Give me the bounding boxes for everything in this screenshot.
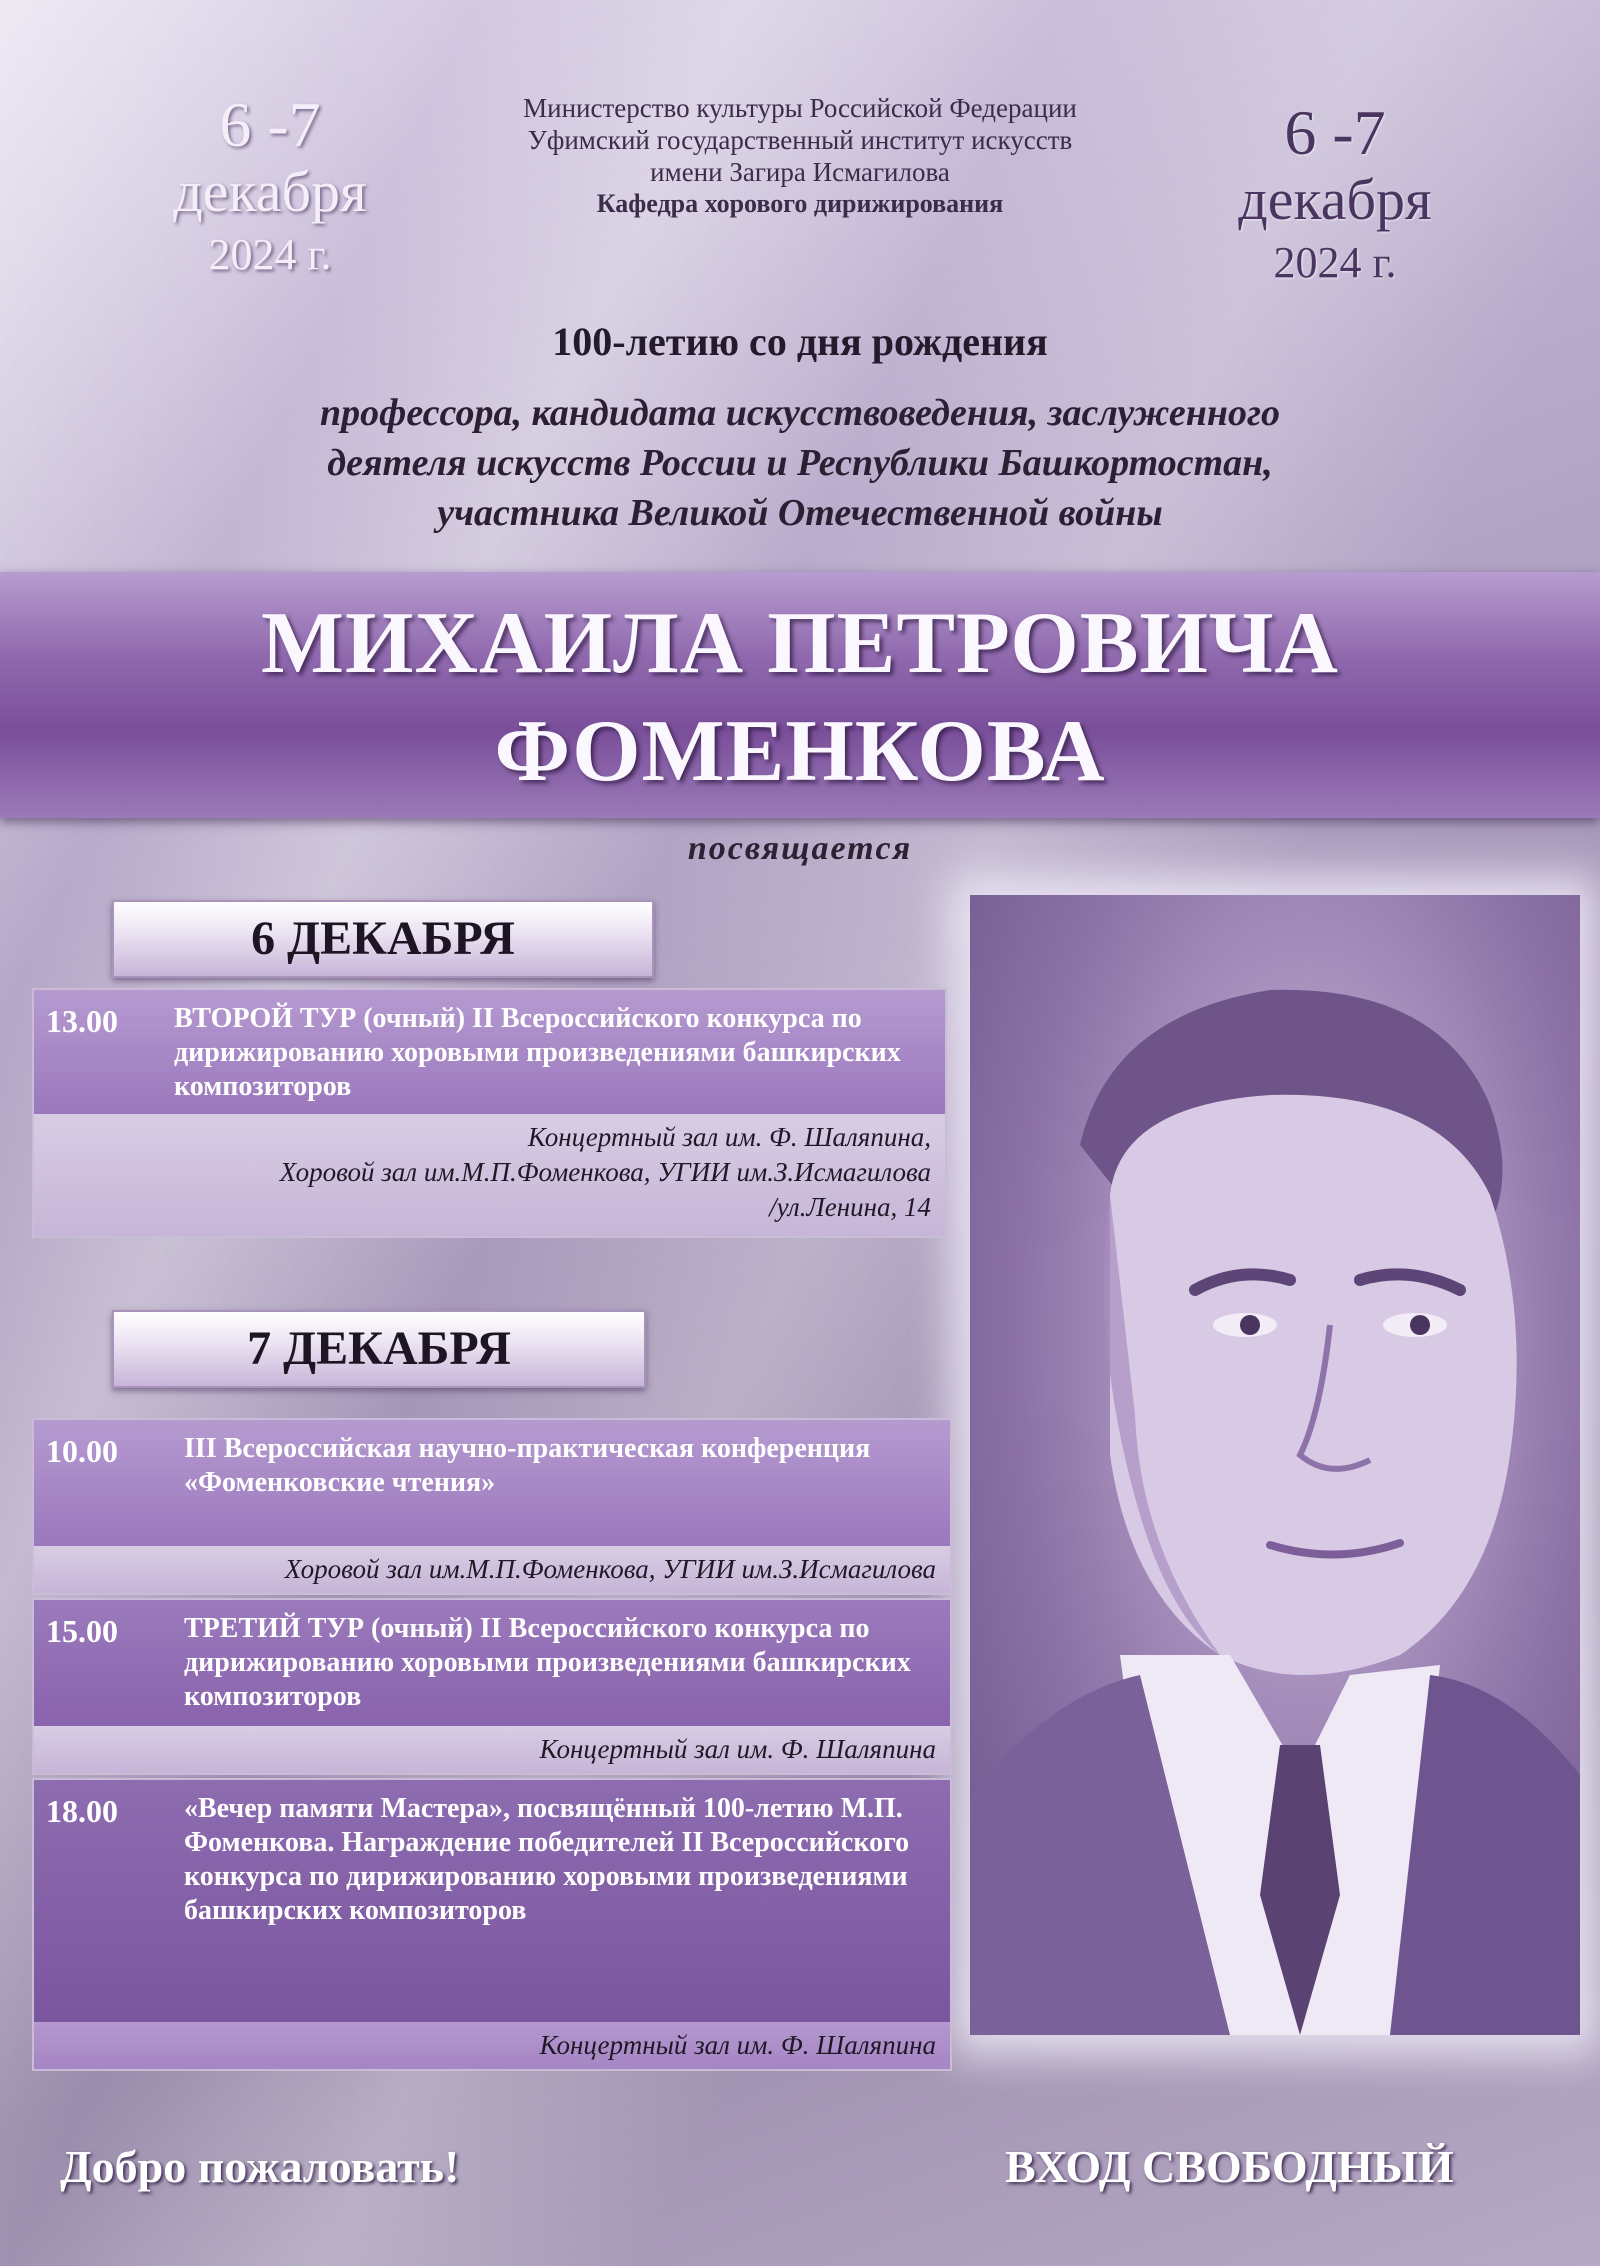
day-tab-december-7: 7 ДЕКАБРЯ [112,1310,646,1388]
institute-line: Уфимский государственный институт искусств [527,125,1073,155]
dedicated-label: посвящается [687,830,913,867]
day-tab-december-6: 6 ДЕКАБРЯ [112,900,654,978]
event-time: 10.00 [46,1433,118,1469]
free-entry-text: ВХОД СВОБОДНЫЙ [1005,2141,1454,2192]
event-1300 [34,990,945,1236]
event-place-line: Концертный зал им. Ф. Шаляпина, [527,1122,931,1152]
event-place: Концертный зал им. Ф. Шаляпина [34,1726,950,1773]
event-header [34,1420,950,1546]
portrait-illustration [970,895,1580,2035]
event-1500 [34,1600,950,1773]
date-right-days: 6 -7 [1284,97,1386,168]
event-place-line: Хоровой зал им.М.П.Фоменкова, УГИИ им.З.Исмагилова [279,1157,931,1187]
event-1000 [34,1420,950,1593]
title-line: деятеля искусств России и Республики Башкортостан, [327,442,1273,484]
event-time: 18.00 [46,1793,118,1829]
event-title: «Вечер памяти Мастера», посвящённый 100-летию М.П. Фоменкова. Награждение победителей II Всероссийского конкурса по дирижированию хоровыми произведениями башкирских композиторов [184,1793,910,1926]
date-left-days: 6 -7 [219,89,321,160]
ministry-line: Министерство культуры Российской Федерации [523,93,1077,123]
honoree-name [0,590,1600,806]
honorary-titles [120,388,1480,538]
event-title: III Всероссийская научно-практическая конференция «Фоменковские чтения» [184,1433,871,1498]
honoree-name-line1: МИХАИЛА ПЕТРОВИЧА [261,595,1339,692]
event-title: ТРЕТИЙ ТУР (очный) II Всероссийского конкурса по дирижированию хоровыми произведениями башкирских композиторов [184,1613,911,1712]
welcome-text: Добро пожаловать! [60,2141,460,2192]
event-place: Концертный зал им. Ф. Шаляпина [34,2022,950,2069]
event-1800 [34,1780,950,2069]
event-time: 15.00 [46,1613,118,1649]
date-right [1205,96,1465,288]
title-line: профессора, кандидата искусствоведения, заслуженного [319,392,1281,434]
event-header [34,1600,950,1726]
department-line: Кафедра хорового дирижирования [596,189,1004,218]
anniversary-heading: 100-летию со дня рождения [552,319,1048,364]
date-left-month: декабря [173,159,367,224]
event-place: Хоровой зал им.М.П.Фоменкова, УГИИ им.З.Исмагилова [34,1546,950,1593]
event-time: 13.00 [46,1003,118,1039]
event-header [34,1780,950,2022]
event-header [34,990,945,1114]
honoree-name-line2: ФОМЕНКОВА [494,703,1106,800]
date-left [140,88,400,280]
title-line: участника Великой Отечественной войны [437,492,1163,534]
date-left-year: 2024 г. [208,230,332,279]
institute-name-line: имени Загира Исмагилова [650,157,950,187]
event-title: ВТОРОЙ ТУР (очный) II Всероссийского конкурса по дирижированию хоровыми произведениями башкирских композиторов [174,1003,901,1102]
date-right-month: декабря [1238,167,1432,232]
organizer-header [460,92,1140,220]
event-place [34,1114,945,1236]
portrait-photo [970,895,1580,2035]
date-right-year: 2024 г. [1273,238,1397,287]
event-place-line: /ул.Ленина, 14 [769,1192,931,1222]
